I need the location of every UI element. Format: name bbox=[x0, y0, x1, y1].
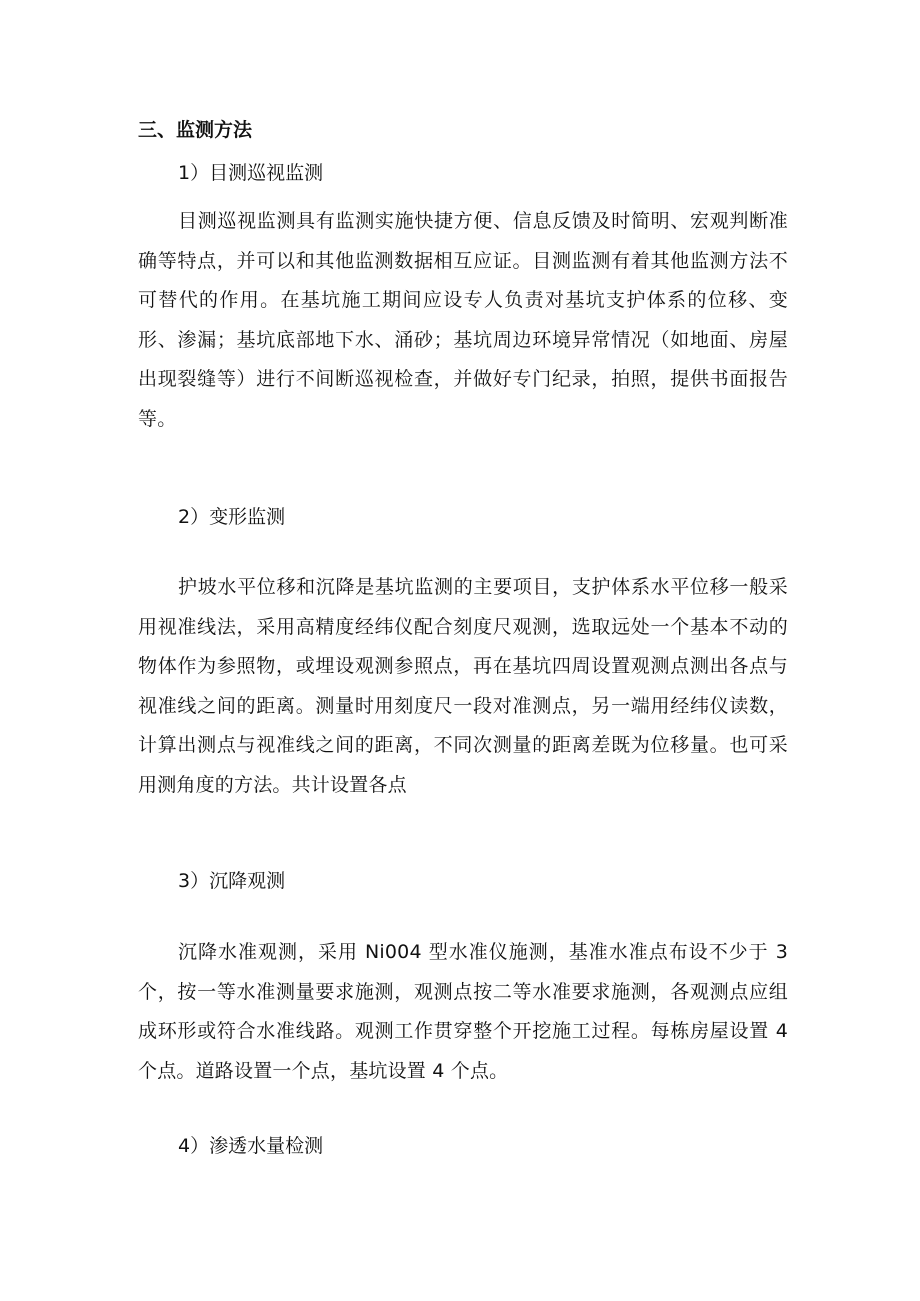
subsection-heading-deformation: 2）变形监测 bbox=[178, 506, 286, 528]
paragraph-deformation: 护坡水平位移和沉降是基坑监测的主要项目，支护体系水平位移一般采用视准线法，采用高精度经纬仪配合刻度尺观测，选取远处一个基本不动的物体作为参照物，或埋设观测参照点，再在基坑四周设置观测点测出各点与视准线之间的距离。测量时用刻度尺一段对准测点，另一端用经纬仪读数，计算出测点与视准线之间的距离，不同次测量的距离差既为位移量。也可采用测角度的方法。共计设置各点 bbox=[138, 576, 788, 796]
paragraph-visual-inspection: 目测巡视监测具有监测实施快捷方便、信息反馈及时简明、宏观判断准确等特点，并可以和其他监测数据相互应证。目测监测有着其他监测方法不可替代的作用。在基坑施工期间应设专人负责对基坑支护体系的位移、变形、渗漏；基坑底部地下水、涌砂；基坑周边环境异常情况（如地面、房屋出现裂缝等）进行不间断巡视检查，并做好专门纪录，拍照，提供书面报告等。 bbox=[138, 210, 788, 430]
subsection-heading-visual-inspection: 1）目测巡视监测 bbox=[178, 162, 324, 184]
section-title: 三、监测方法 bbox=[138, 119, 253, 141]
paragraph-settlement: 沉降水准观测，采用 Ni004 型水准仪施测，基准水准点布设不少于 3 个，按一等水准测量要求施测，观测点按二等水准要求施测，各观测点应组成环形或符合水准线路。观测工作贯穿整个开挖施工过程。每栋房屋设置 4 个点。道路设置一个点，基坑设置 4 个点。 bbox=[138, 941, 788, 1082]
subsection-heading-settlement: 3）沉降观测 bbox=[178, 870, 286, 892]
subsection-heading-seepage: 4）渗透水量检测 bbox=[178, 1135, 324, 1157]
